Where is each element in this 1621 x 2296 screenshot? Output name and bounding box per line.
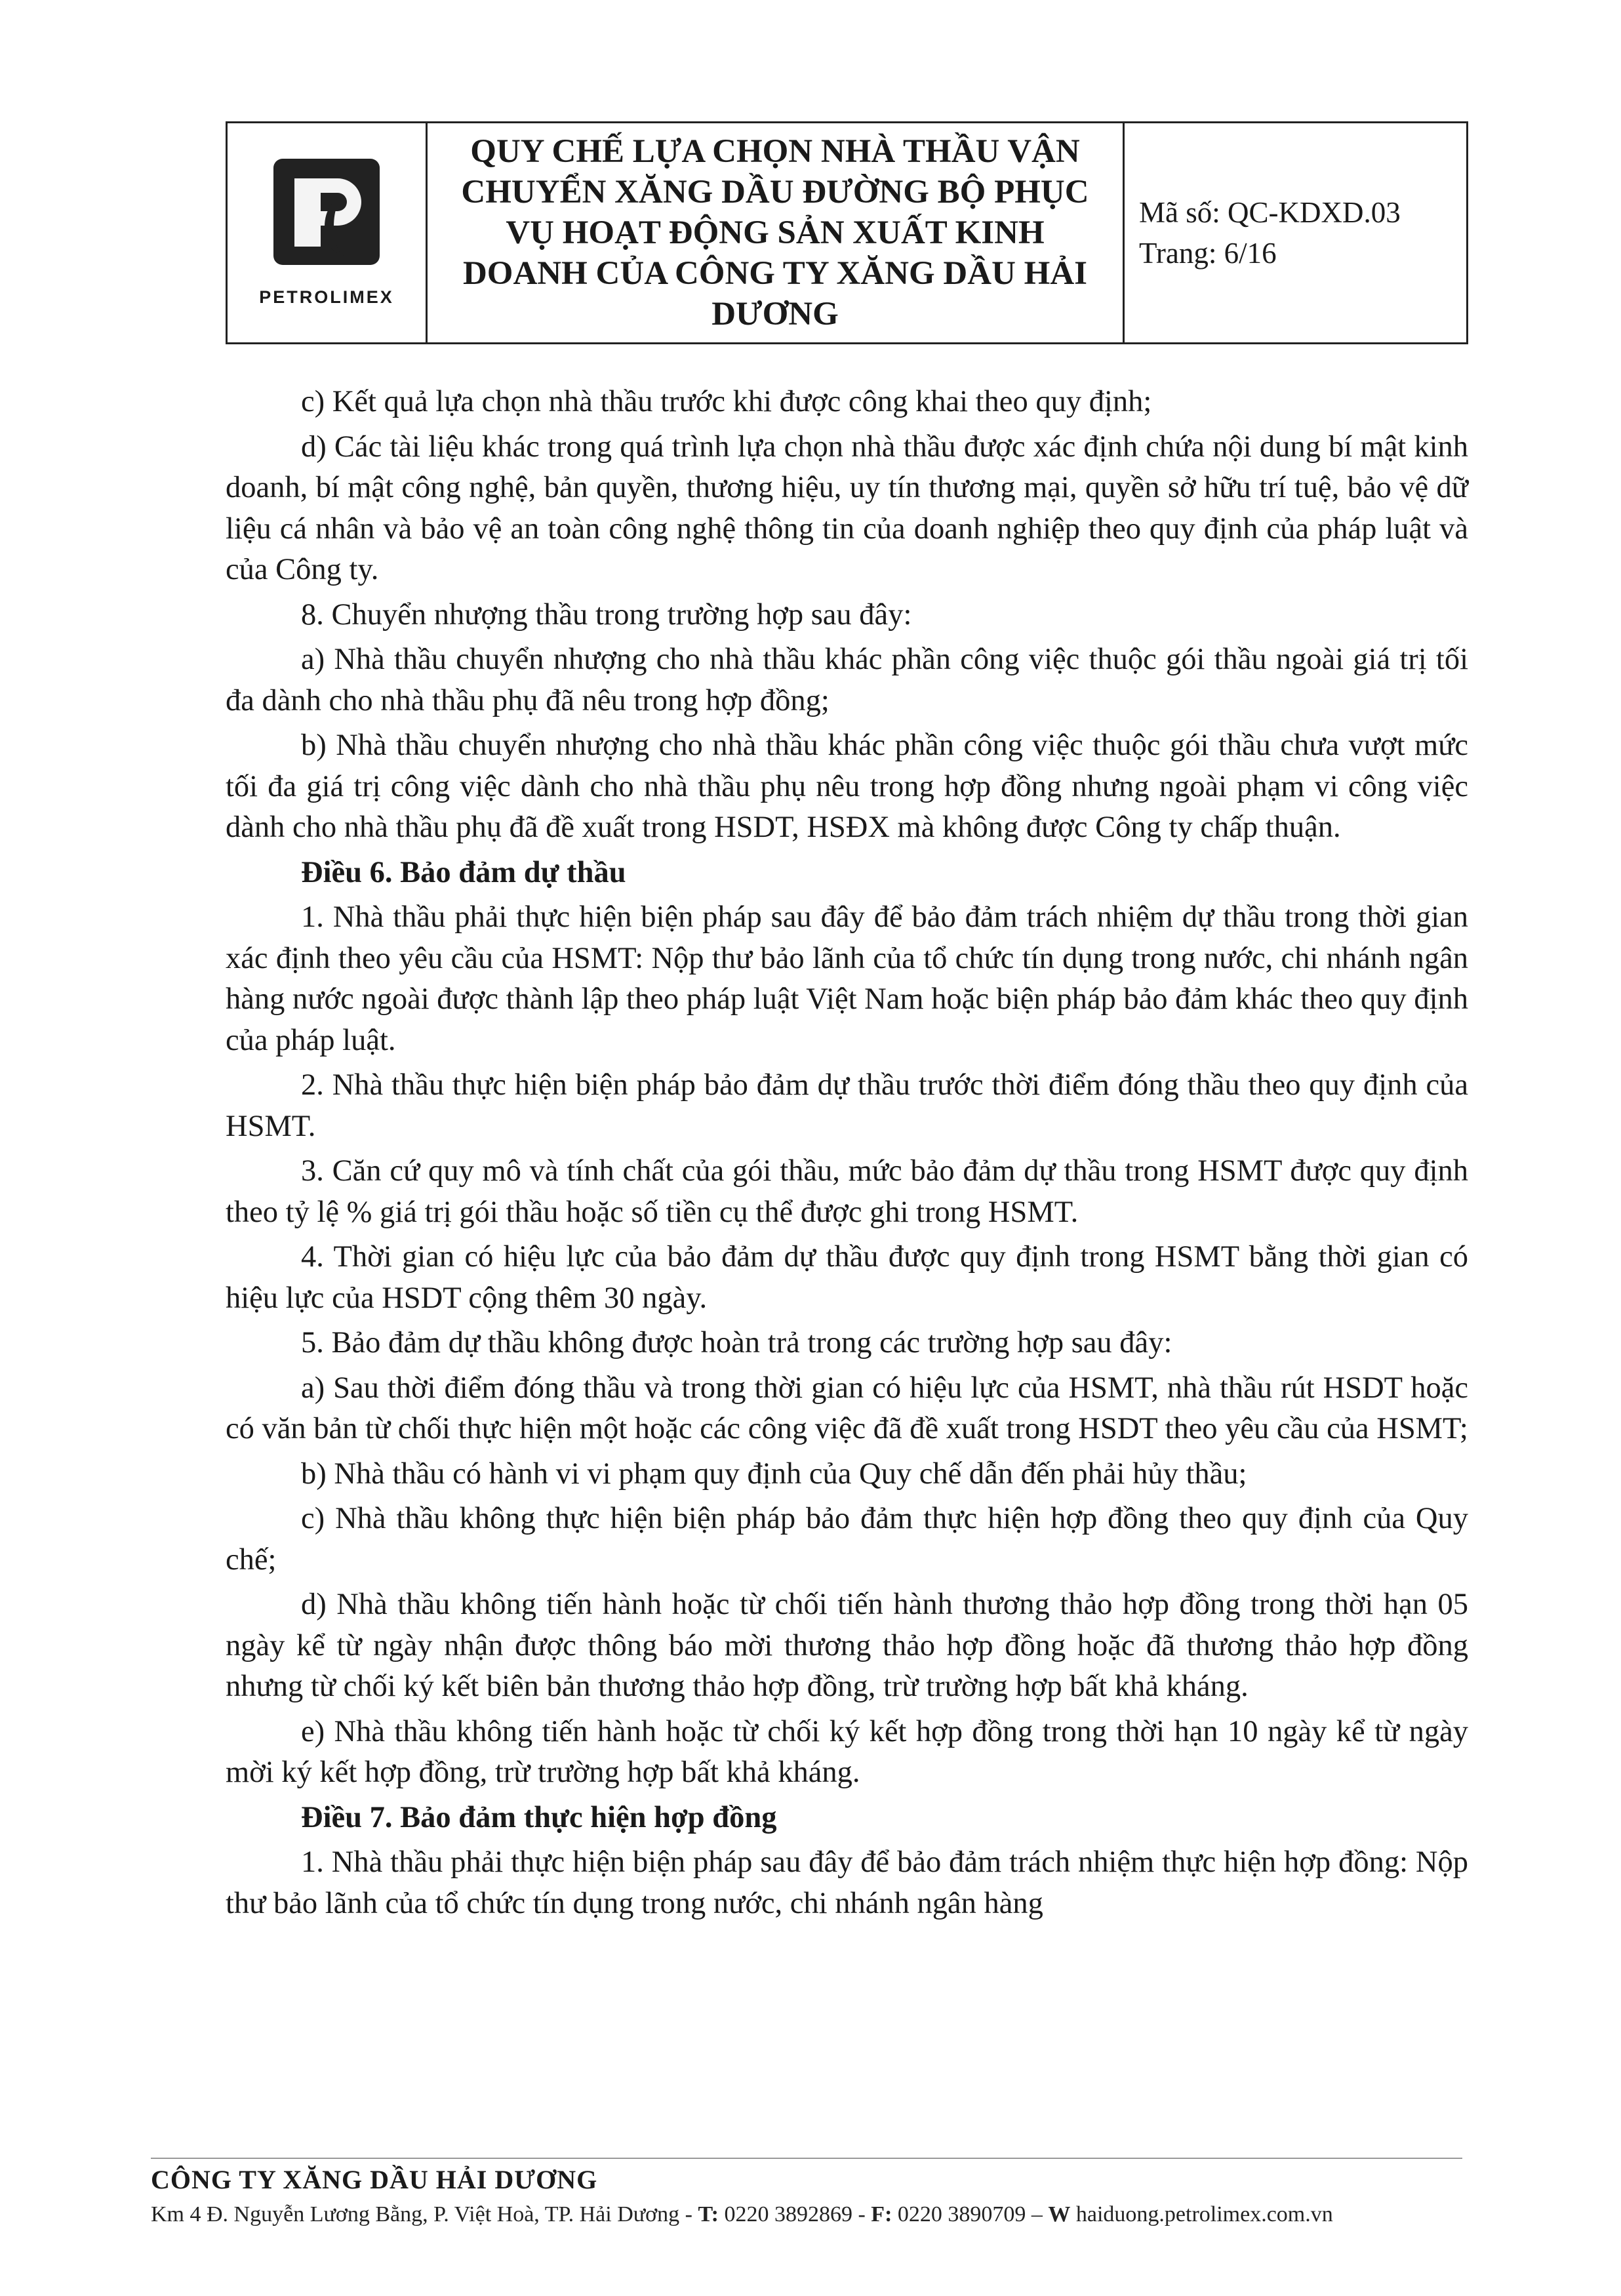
footer-company: CÔNG TY XĂNG DẦU HẢI DƯƠNG <box>151 2165 598 2194</box>
article-heading: Điều 6. Bảo đảm dự thầu <box>301 855 626 889</box>
document-title: QUY CHẾ LỰA CHỌN NHÀ THẦU VẬN CHUYỂN XĂNG DẦU ĐƯỜNG BỘ PHỤC VỤ HOẠT ĐỘNG SẢN XUẤT KINH DOANH CỦA CÔNG TY XĂNG DẦU HẢI DƯƠNG <box>428 123 1125 342</box>
paragraph: a) Nhà thầu chuyển nhượng cho nhà thầu khác phần công việc thuộc gói thầu ngoài giá trị tối đa dành cho nhà thầu phụ đã nêu trong hợp đồng; <box>226 643 1468 717</box>
footer-tel: 0220 3892869 - <box>718 2202 871 2226</box>
article-heading: Điều 7. Bảo đảm thực hiện hợp đồng <box>301 1800 777 1834</box>
footer-street: Km 4 Đ. Nguyễn Lương Bằng, P. Việt Hoà, TP. Hải Dương - <box>151 2202 698 2226</box>
paragraph: d) Các tài liệu khác trong quá trình lựa chọn nhà thầu được xác định chứa nội dung bí mật kinh doanh, bí mật công nghệ, bản quyền, thương hiệu, uy tín thương mại, quyền sở hữu trí tuệ, bảo vệ dữ liệu cá nhân và bảo vệ an toàn công nghệ thông tin của doanh nghiệp theo quy định của pháp luật và của Công ty. <box>226 430 1468 586</box>
paragraph: b) Nhà thầu chuyển nhượng cho nhà thầu khác phần công việc thuộc gói thầu chưa vượt mức tối đa giá trị công việc dành cho nhà thầu phụ nêu trong hợp đồng nhưng ngoài phạm vi công việc dành cho nhà thầu phụ đã đề xuất trong HSDT, HSĐX mà không được Công ty chấp thuận. <box>226 729 1468 844</box>
footer-fax-label: F: <box>871 2202 892 2226</box>
paragraph: c) Kết quả lựa chọn nhà thầu trước khi được công khai theo quy định; <box>301 385 1152 418</box>
paragraph: 1. Nhà thầu phải thực hiện biện pháp sau đây để bảo đảm trách nhiệm thực hiện hợp đồng: Nộp thư bảo lãnh của tổ chức tín dụng trong nước, chi nhánh ngân hàng <box>226 1845 1468 1920</box>
logo-cell <box>228 123 428 342</box>
paragraph: 1. Nhà thầu phải thực hiện biện pháp sau đây để bảo đảm trách nhiệm dự thầu trong thời gian xác định theo yêu cầu của HSMT: Nộp thư bảo lãnh của tổ chức tín dụng trong nước, chi nhánh ngân hàng nước ngoài được thành lập theo pháp luật Việt Nam hoặc biện pháp bảo đảm khác theo quy định của pháp luật. <box>226 900 1468 1057</box>
footer-fax: 0220 3890709 – <box>892 2202 1049 2226</box>
paragraph: 3. Căn cứ quy mô và tính chất của gói thầu, mức bảo đảm dự thầu trong HSMT được quy định theo tỷ lệ % giá trị gói thầu hoặc số tiền cụ thể được ghi trong HSMT. <box>226 1154 1468 1229</box>
paragraph: 4. Thời gian có hiệu lực của bảo đảm dự thầu được quy định trong HSMT bằng thời gian có hiệu lực của HSDT cộng thêm 30 ngày. <box>226 1240 1468 1315</box>
paragraph: c) Nhà thầu không thực hiện biện pháp bảo đảm thực hiện hợp đồng theo quy định của Quy chế; <box>226 1502 1468 1577</box>
paragraph: 5. Bảo đảm dự thầu không được hoàn trả trong các trường hợp sau đây: <box>301 1326 1172 1359</box>
paragraph: 8. Chuyển nhượng thầu trong trường hợp sau đây: <box>301 597 912 632</box>
footer-tel-label: T: <box>698 2202 719 2226</box>
footer-web-label: W <box>1048 2202 1071 2226</box>
petrolimex-logo-icon <box>273 159 380 265</box>
document-meta <box>1125 123 1466 342</box>
document-header <box>226 121 1468 344</box>
page-number: Trang: 6/16 <box>1139 237 1277 270</box>
footer-divider <box>151 2158 1462 2159</box>
document-code: Mã số: QC-KDXD.03 <box>1139 196 1401 229</box>
document-body <box>226 382 1468 1928</box>
footer-address <box>151 2202 1333 2227</box>
paragraph: b) Nhà thầu có hành vi vi phạm quy định của Quy chế dẫn đến phải hủy thầu; <box>301 1457 1247 1491</box>
footer-website: haiduong.petrolimex.com.vn <box>1070 2202 1333 2226</box>
paragraph: a) Sau thời điểm đóng thầu và trong thời gian có hiệu lực của HSMT, nhà thầu rút HSDT hoặc có văn bản từ chối thực hiện một hoặc các công việc đã đề xuất trong HSDT theo yêu cầu của HSMT; <box>226 1371 1468 1445</box>
paragraph: e) Nhà thầu không tiến hành hoặc từ chối ký kết hợp đồng trong thời hạn 10 ngày kể từ ngày mời ký kết hợp đồng, trừ trường hợp bất khả kháng. <box>226 1714 1468 1789</box>
paragraph: 2. Nhà thầu thực hiện biện pháp bảo đảm dự thầu trước thời điểm đóng thầu theo quy định của HSMT. <box>226 1068 1468 1143</box>
paragraph: d) Nhà thầu không tiến hành hoặc từ chối tiến hành thương thảo hợp đồng trong thời hạn 05 ngày kể từ ngày nhận được thông báo mời thương thảo hợp đồng hoặc đã thương thảo hợp đồng nhưng từ chối ký kết biên bản thương thảo hợp đồng, trừ trường hợp bất khả kháng. <box>226 1588 1468 1703</box>
logo-text: PETROLIMEX <box>259 287 394 307</box>
